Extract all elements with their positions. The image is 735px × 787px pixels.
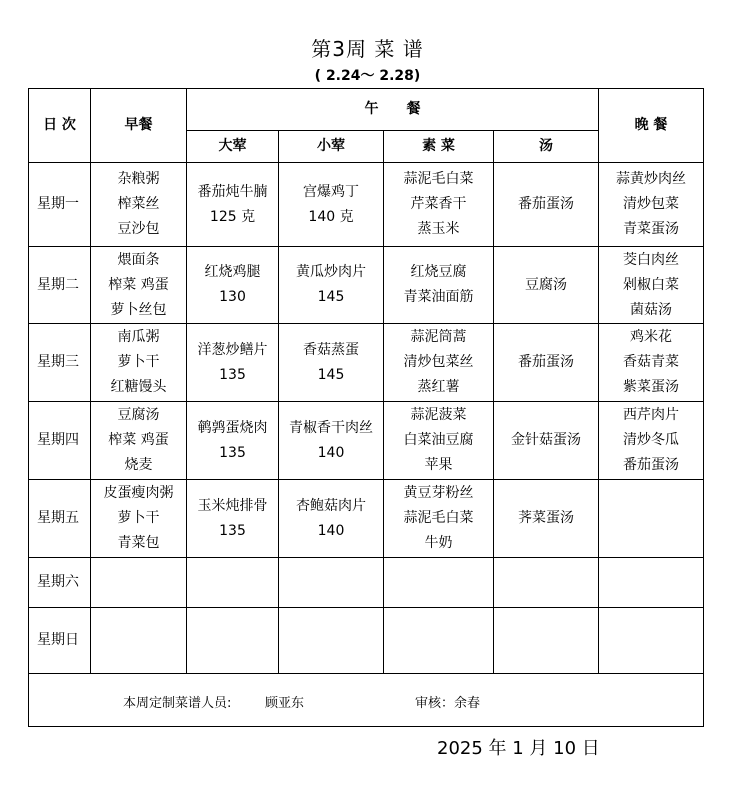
breakfast-cell xyxy=(91,247,187,324)
menu-item: 青菜油面筋 xyxy=(403,289,474,305)
menu-item: 黄豆芽粉丝 xyxy=(403,485,474,501)
vegetable-cell xyxy=(384,480,494,558)
menu-item: 135 xyxy=(219,522,246,539)
small-meat-cell xyxy=(279,402,384,480)
breakfast-cell xyxy=(91,480,187,558)
menu-item: 135 xyxy=(219,366,246,383)
big-meat-cell xyxy=(187,402,279,480)
soup-cell xyxy=(494,324,599,402)
header-vegetable: 素 菜 xyxy=(384,131,494,163)
dinner-cell xyxy=(599,324,703,402)
menu-item: 宫爆鸡丁 xyxy=(303,183,359,200)
day-cell: 星期三 xyxy=(29,324,91,402)
vegetable-cell xyxy=(384,608,494,674)
menu-item: 蒜黄炒肉丝 xyxy=(616,171,686,187)
small-meat-cell xyxy=(279,324,384,402)
soup-cell xyxy=(494,608,599,674)
menu-item: 130 xyxy=(219,289,246,305)
breakfast-cell xyxy=(91,402,187,480)
menu-item: 青菜包 xyxy=(117,535,160,551)
breakfast-cell xyxy=(91,324,187,402)
menu-item: 蒸红薯 xyxy=(417,379,460,395)
footer xyxy=(29,674,705,726)
menu-item: 玉米炖排骨 xyxy=(197,497,268,514)
menu-item: 鹌鹑蛋烧肉 xyxy=(197,419,268,436)
menu-item: 杏鲍菇肉片 xyxy=(296,497,366,514)
header-soup: 汤 xyxy=(494,131,599,163)
small-meat-cell xyxy=(279,247,384,324)
menu-title: 第3周 菜 谱 xyxy=(311,37,424,61)
menu-item: 萝卜干 xyxy=(117,510,160,526)
menu-item: 蒜泥毛白菜 xyxy=(403,171,474,187)
date-range: ( 2.24～ 2.28) xyxy=(314,68,421,84)
day-cell: 星期五 xyxy=(29,480,91,558)
menu-item: 榨菜丝 xyxy=(117,196,160,212)
soup-cell xyxy=(494,480,599,558)
reviewer: 审核：余春 xyxy=(415,696,481,711)
menu-item: 清炒包菜 xyxy=(623,196,679,212)
small-meat-cell xyxy=(279,558,384,608)
menu-item: 剁椒白菜 xyxy=(623,276,679,293)
day-cell: 星期一 xyxy=(29,163,91,247)
vegetable-cell xyxy=(384,247,494,324)
menu-item: 豆沙包 xyxy=(117,221,160,237)
menu-item: 番茄蛋汤 xyxy=(518,196,574,212)
big-meat-cell xyxy=(187,558,279,608)
menu-item: 145 xyxy=(317,289,345,305)
small-meat-cell xyxy=(279,480,384,558)
dinner-cell xyxy=(599,247,703,324)
menu-item: 青菜蛋汤 xyxy=(623,221,679,237)
vegetable-cell xyxy=(384,402,494,480)
menu-item: 青椒香干肉丝 xyxy=(289,419,373,436)
planner-label: 本周定制菜谱人员: xyxy=(123,696,232,711)
dinner-cell xyxy=(599,608,703,674)
issue-date: 2025 年 1 月 10 日 xyxy=(437,738,600,759)
big-meat-cell xyxy=(187,163,279,247)
menu-item: 烧麦 xyxy=(124,457,153,473)
header-dinner: 晚 餐 xyxy=(599,89,703,163)
big-meat-cell xyxy=(187,480,279,558)
menu-item: 荠菜蛋汤 xyxy=(518,510,574,526)
menu-item: 豆腐汤 xyxy=(117,407,160,423)
dinner-cell xyxy=(599,402,703,480)
menu-item: 140 xyxy=(317,444,345,461)
soup-cell xyxy=(494,558,599,608)
menu-item: 茭白肉丝 xyxy=(623,251,679,268)
menu-item: 140 xyxy=(317,522,345,539)
day-cell: 星期二 xyxy=(29,247,91,324)
small-meat-cell xyxy=(279,163,384,247)
header-breakfast: 早餐 xyxy=(91,89,187,163)
menu-item: 榨菜 鸡蛋 xyxy=(108,276,169,293)
day-cell: 星期日 xyxy=(29,608,91,674)
breakfast-cell xyxy=(91,558,187,608)
soup-cell xyxy=(494,247,599,324)
breakfast-cell xyxy=(91,163,187,247)
menu-item: 蒸玉米 xyxy=(417,221,460,237)
dinner-cell xyxy=(599,480,703,558)
menu-item: 牛奶 xyxy=(424,535,453,551)
header-day: 日 次 xyxy=(29,89,91,163)
menu-item: 蒜泥菠菜 xyxy=(410,407,467,423)
planner-name: 顾亚东 xyxy=(265,696,305,711)
menu-item: 萝卜干 xyxy=(117,354,160,370)
menu-item: 清炒包菜丝 xyxy=(403,354,474,370)
menu-item: 蒜泥毛白菜 xyxy=(403,510,474,526)
menu-item: 135 xyxy=(219,444,246,461)
day-cell: 星期六 xyxy=(29,558,91,608)
dinner-cell xyxy=(599,558,703,608)
menu-item: 145 xyxy=(317,366,345,383)
soup-cell xyxy=(494,163,599,247)
menu-item: 西芹肉片 xyxy=(623,407,679,423)
menu-item: 140 克 xyxy=(308,208,354,225)
header-big-meat: 大荤 xyxy=(187,131,279,163)
menu-item: 榨菜 鸡蛋 xyxy=(108,432,169,448)
header-small-meat: 小荤 xyxy=(279,131,384,163)
dinner-cell xyxy=(599,163,703,247)
menu-item: 香菇青菜 xyxy=(623,354,679,370)
menu-item: 红烧鸡腿 xyxy=(204,264,261,280)
big-meat-cell xyxy=(187,608,279,674)
menu-item: 蒜泥筒蒿 xyxy=(410,329,467,345)
menu-table xyxy=(28,88,704,727)
menu-item: 番茄蛋汤 xyxy=(518,354,574,370)
menu-item: 125 克 xyxy=(209,208,256,225)
menu-item: 苹果 xyxy=(424,457,453,473)
vegetable-cell xyxy=(384,558,494,608)
menu-item: 红烧豆腐 xyxy=(410,264,467,280)
menu-item: 洋葱炒鳝片 xyxy=(197,341,268,358)
header-lunch: 午 餐 xyxy=(187,89,599,131)
menu-item: 清炒冬瓜 xyxy=(623,432,679,448)
menu-item: 煨面条 xyxy=(117,251,160,268)
menu-item: 金针菇蛋汤 xyxy=(511,432,581,448)
menu-item: 芹菜香干 xyxy=(410,196,467,212)
menu-item: 南瓜粥 xyxy=(117,329,160,345)
vegetable-cell xyxy=(384,163,494,247)
breakfast-cell xyxy=(91,608,187,674)
menu-item: 紫菜蛋汤 xyxy=(623,379,679,395)
big-meat-cell xyxy=(187,324,279,402)
menu-item: 香菇蒸蛋 xyxy=(303,341,359,358)
small-meat-cell xyxy=(279,608,384,674)
menu-item: 番茄炖牛腩 xyxy=(197,183,268,200)
menu-item: 黄瓜炒肉片 xyxy=(296,264,366,280)
menu-item: 萝卜丝包 xyxy=(110,301,167,318)
menu-item: 鸡米花 xyxy=(630,329,672,345)
day-cell: 星期四 xyxy=(29,402,91,480)
menu-item: 番茄蛋汤 xyxy=(623,457,679,473)
menu-item: 白菜油豆腐 xyxy=(403,432,474,448)
menu-item: 菌菇汤 xyxy=(630,301,672,318)
menu-item: 豆腐汤 xyxy=(525,276,567,293)
menu-item: 皮蛋瘦肉粥 xyxy=(103,485,174,501)
soup-cell xyxy=(494,402,599,480)
big-meat-cell xyxy=(187,247,279,324)
menu-item: 杂粮粥 xyxy=(117,171,160,187)
menu-item: 红糖馒头 xyxy=(110,379,167,395)
vegetable-cell xyxy=(384,324,494,402)
